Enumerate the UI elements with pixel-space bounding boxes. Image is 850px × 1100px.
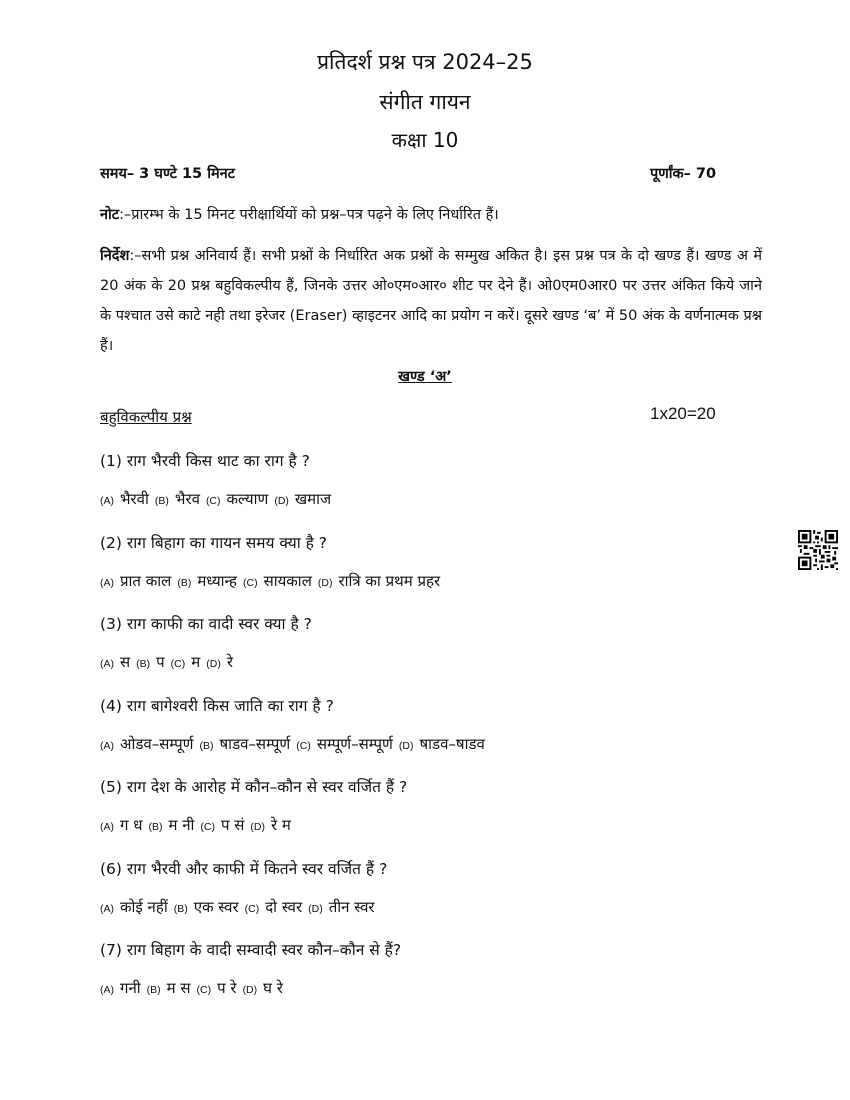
option-text: दो स्वर [265, 897, 303, 916]
option-label: (C) [196, 984, 212, 996]
option-text: सम्पूर्ण–सम्पूर्ण [316, 734, 393, 753]
option-row [100, 734, 491, 754]
option-text: रे म [271, 816, 291, 834]
option-label: (A) [100, 495, 114, 507]
option-label: (A) [100, 821, 114, 833]
question-text: (7) राग बिहाग के वादी सम्वादी स्वर कौन–कौन से हैं? [100, 941, 402, 959]
option-text: ओडव–सम्पूर्ण [120, 734, 194, 753]
time-allowed: समय– 3 घण्टे 15 मिनट [100, 166, 235, 182]
full-marks: पूर्णांक– 70 [650, 166, 717, 182]
subject-title: संगीत गायन [379, 90, 471, 114]
option-text: प सं [220, 816, 245, 834]
option-text: प [156, 653, 165, 671]
option-text: ग ध [120, 816, 143, 834]
option-text: म नी [168, 816, 195, 834]
option-text: षाडव–षाडव [419, 734, 485, 753]
option-label: (C) [296, 739, 311, 752]
option-row [100, 978, 289, 998]
question-text: (4) राग बागेश्वरी किस जाति का राग है ? [100, 696, 334, 715]
option-label: (B) [146, 984, 161, 996]
option-label: (B) [177, 576, 192, 589]
note-label: नोट [100, 207, 120, 223]
option-label: (D) [206, 658, 221, 670]
option-text: षाडव–सम्पूर्ण [219, 734, 291, 753]
question-text: (6) राग भैरवी और काफी में कितने स्वर वर्जित हैं ? [100, 859, 388, 878]
option-row [100, 897, 381, 917]
option-text: घ रे [263, 979, 283, 997]
question-text: (5) राग देश के आरोह में कौन–कौन से स्वर वर्जित हैं ? [100, 778, 408, 796]
option-label: (C) [170, 658, 186, 670]
option-label: (D) [250, 821, 265, 833]
question-text: (1) राग भैरवी किस थाट का राग है ? [100, 452, 310, 470]
option-label: (C) [244, 902, 260, 915]
option-label: (A) [100, 984, 114, 996]
option-label: (C) [200, 821, 215, 833]
option-text: प्रात काल [120, 571, 172, 590]
option-text: मध्यान्ह [197, 571, 237, 590]
option-label: (D) [308, 902, 323, 915]
instructions-paragraph [100, 241, 762, 361]
option-row [100, 652, 239, 672]
option-label: (A) [100, 739, 114, 752]
option-label: (B) [136, 658, 151, 670]
instructions-text: :–सभी प्रश्न अनिवार्य हैं। सभी प्रश्नों के निर्धारित अक प्रश्नों के सम्मुख अकित है। इस प्रश्न पत्र के दो खण्ड हैं। खण्ड अ में 20 अंक के 20 प्रश्न बहुविकल्पीय हैं, जिनके उत्तर ओ०एम०आर० शीट पर देने हैं। ओ0एम0आर0 पर उत्तर अंकित किये जाने के पश्चात उसे काटे नही तथा इरेजर (Eraser) व्हाइटनर आदि का प्रयोग न करें। दूसरे खण्ड ‘ब’ में 50 अंक के वर्णनात्मक प्रश्न हैं। [100, 248, 762, 354]
option-label: (D) [317, 576, 333, 589]
option-text: गनी [120, 979, 141, 997]
option-text: भैरव [174, 490, 200, 508]
option-text: रे [226, 653, 233, 671]
note-text: :–प्रारम्भ के 15 मिनट परीक्षार्थियों को प्रश्न–पत्र पढ़ने के लिए निर्धारित हैं। [119, 207, 499, 223]
option-text: कोई नहीं [120, 897, 168, 916]
option-label: (A) [100, 902, 114, 915]
option-text: स [120, 653, 131, 671]
option-label: (B) [154, 495, 169, 507]
option-label: (B) [148, 821, 163, 833]
option-text: प रे [217, 979, 237, 997]
mcq-marks: 1x20=20 [650, 404, 716, 423]
question-text: (3) राग काफी का वादी स्वर क्या है ? [100, 615, 312, 633]
option-text: कल्याण [226, 490, 269, 508]
option-text: भैरवी [120, 490, 149, 508]
option-text: सायकाल [263, 571, 312, 590]
class-label: कक्षा 10 [391, 128, 459, 152]
option-label: (B) [199, 739, 214, 752]
option-label: (C) [242, 576, 258, 589]
option-label: (A) [100, 576, 114, 589]
option-text: रात्रि का प्रथम प्रहर [338, 571, 441, 590]
paper-title: प्रतिदर्श प्रश्न पत्र 2024–25 [317, 50, 533, 74]
mcq-heading: बहुविकल्पीय प्रश्न [100, 408, 192, 426]
option-label: (C) [205, 495, 221, 507]
instructions-label: निर्देश [100, 248, 130, 264]
qr-code-icon [798, 530, 838, 570]
note-paragraph [100, 200, 762, 230]
option-text: एक स्वर [193, 897, 239, 916]
section-a-title: खण्ड ‘अ’ [398, 369, 452, 385]
option-row [100, 815, 297, 835]
option-text: म स [166, 979, 191, 997]
option-label: (A) [100, 658, 114, 670]
option-row [100, 571, 446, 591]
option-label: (D) [242, 984, 258, 996]
option-row [100, 489, 337, 509]
option-text: म [191, 653, 201, 671]
option-text: तीन स्वर [328, 897, 375, 916]
option-label: (D) [274, 495, 289, 507]
question-text: (2) राग बिहाग का गायन समय क्या है ? [100, 533, 328, 552]
option-label: (B) [173, 902, 188, 915]
option-label: (D) [398, 739, 414, 752]
option-text: खमाज [294, 490, 332, 508]
